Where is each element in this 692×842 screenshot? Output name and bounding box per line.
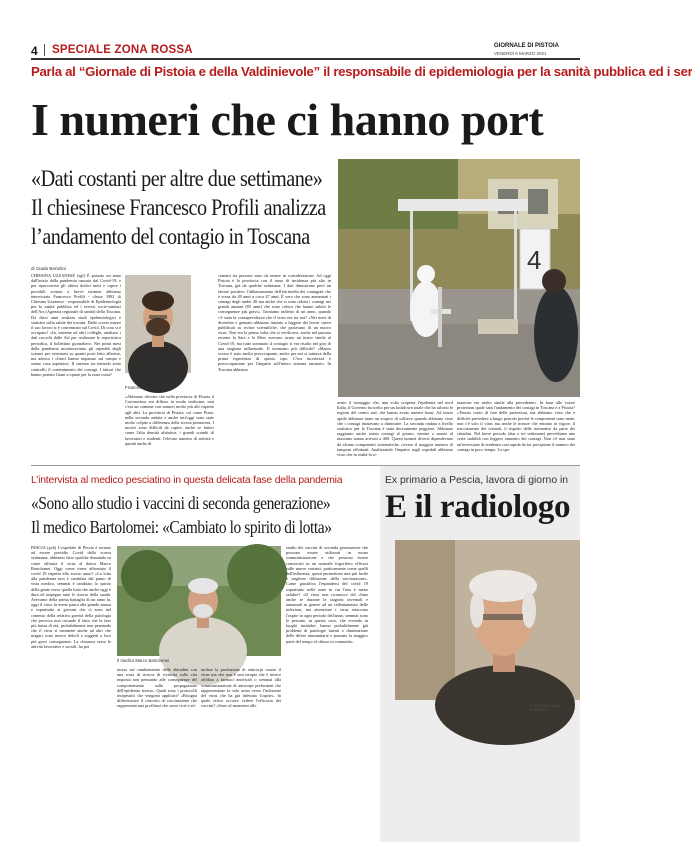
bottom-left-col-4: studio dei vaccini di seconda generazione che possono essere utilizzati in mono somministrazione e che possono essere conservati in un normale frigorifero efficaci sulle nuove varianti, praticamente come quelli dell'influenza; questi permettono una più facile e migliore diffusione della vaccinazione». Come giustifica l'espandersi del covid 19 soprattutto nelle zone in cui l'aria è meno salubre? «Il virus non riconosce del clima anche se durante le stagioni invernali e autunnali in genere ad un rallentamento delle infezioni, ma attenzione i virus attaccano l'ospite in ogni periodo dell'anno, semmai sono le persone, in questo caso, che vivendo in luoghi insalubri, hanno probabilmente già problemi di patologie latenti o diminuzione delle difese immunitarie e passano la maggior parte del tempo al chiuso in comunità». — [286, 545, 368, 644]
section-title: SPECIALE ZONA ROSSA — [52, 44, 193, 56]
bottom-right-kicker: Ex primario a Pescia, lavora di giorno in — [385, 475, 569, 486]
issue-date: VENERDÌ 6 MARZO 2021 — [494, 51, 547, 56]
top-body-col-4: avuto il vantaggio che, una volta scoperta l'epidemia nel nord Italia, il Governo ha scelto per un lockdown totale che ha salvato le regioni del centro sud, che hanno avuto numeri bassi. Ad inizio aprile abbiamo tirato un sospiro di sollievo quando abbiamo visto che i contagi iniziavano a diminuire. La seconda ondata a livello statistico per la Toscana è stata decisamente peggiore. Abbiamo raggiunto anche trenta contagi al giorno, mentre a marzo al massimo siamo arrivati a 400. Questi numeri diversi dipendevano da alcune componenti sistematiche, ovvero il maggior numero di tamponi effettuati. Analizzando l'impatto sugli ospedali abbiamo visto che in realtà la si- — [337, 400, 453, 458]
copyright-credit: © RIPRODUZIONE RISERVATA — [530, 704, 562, 712]
top-body-col-2: «Abbiamo rilevato che nella provincia di Pistoia il Coronavirus era diffuso in modo uniforme, non c'era un comune con numeri molto più alti rispetto agli altri. La provincia di Pistoia, col come Prato, nella seconda ondata e anche tutt'oggi sono state molto colpite a differenza della scorsa primavera. I motivi sono difficili da capire, anche se fattori come l'alta densità abitativa, i grandi scambi di lavoratori e studenti, l'elevato numero di attività e quindi anche di — [125, 394, 214, 446]
header-divider-small — [44, 44, 45, 56]
bottom-left-col-3: molare la produzione di anticorpi contro il virus ma che non è una terapia che è invece affidata a farmaci antivirali o semmai alla somministrazione di anticorpi preformati che rappresentano la sola arma verso l'infezione del virus che ha già infettato l'ospite». In quale ottica occorre vedere l'efficacia dei vaccini? «Sono al momento allo — [201, 667, 281, 709]
covid-test-site-photo — [338, 159, 580, 397]
top-headline: I numeri che ci hanno port — [31, 94, 544, 145]
paper-name: GIORNALE DI PISTOIA — [494, 43, 559, 49]
page-number: 4 — [31, 44, 38, 58]
profili-portrait — [125, 275, 191, 373]
byline — [31, 266, 66, 271]
top-body-col-3: contatti tra persone sono da tenere in considerazione. Ad oggi Pistoia è la provincia con il tasso di incidenza più alto in Toscana, già da qualche settimana. I dati dimostrano però un fattore positivo: l'abbassamento dell'età media dei contagiati che è scesa da 49 anni a circa 47 anni. È vero che sono aumentati i contagi degli under 20 ma anche che si sono ridotti i contagi nei grandi anziani (85 anni) che sono coloro che hanno subito le conseguenze più gravi». Torniamo indietro di un anno, quando c'è stata la consapevolezza che il virus era tra noi? «Nei mesi di dicembre e gennaio abbiamo iniziato a leggere dei lavori cinesi pubblicati su riviste scientifiche, che parlavano di un nuovo virus. Non era la prima volta che si verificava, anche nel passato recente la Sars e la Mers avevano avuto un inizio simile al Covid-19, ma tutto sommato il contagio si era risolto nel giro di una stagione influenzale. Il momento più difficile? «Marzo scorso è stato molto preoccupante, anche per noi si trattava della prima esperienza di questo tipo. C'era incertezza e preoccupazione per l'impatto sull'intero sistema sanitario. In Toscana abbiamo — [218, 273, 331, 372]
portrait-caption: Francesco Profili — [125, 385, 159, 390]
bartolomei-illustration — [117, 546, 281, 656]
bottom-left-title-1: «Sono allo studio i vaccini di seconda generazione» — [31, 493, 331, 513]
bottom-left-col-2: inciso sul cambiamento delle abitudini con una sorta di ricerca di rivincita sulla vita imposta non pensando alle conseguenze del comportamento sulla propagazione dell'epidemia stessa». Quali sono i protocolli terapeutici che vengono applicati? «Bisogna differenziare il concetto di vaccinazione che rappresenta una profilassi che serve cioè a sti- — [117, 667, 197, 709]
top-body-col-1: CHIESINA UZZANESE (sgl) È passato un anno dall'inizio della pandemia causata dal Covid-19, e per ripercorrere gli ultimi dodici mesi e capire i possibili scenari a breve termine abbiamo intervistato Francesco Profili - classe 1981 di Chiesina Uzzanese - responsabile di Epidemiologia per la sanità pubblica ed i servizi socio-sanitari dell'Ars (Agenzia regionale di sanità) della Toscana. Da dieci anni realizza studi epidemiologici e statistici sulla salute dei toscani. Dallo scorso marzo il suo lavoro si è concentrato sul Covid. Di cosa si è occupato? «In, insieme ad altri colleghi, analizzo i dati raccolti dalle Asl per realizzare le reportistica periodica, il bollettino giornaliero. Nei primi mesi della pandemia monitoravamo gli ospedali degli scenari per orientarsi su quanti posti letto allestire, ma adesso i clinici hanno imparato sul campo e sanno cosa aspettarsi. Il sistema sta tenendo sotto controllo il contenimento dei contagi. I fattori che hanno portato Giani a optare per la zona rossa? — [31, 273, 121, 377]
top-kicker: Parla al “Giornale di Pistoia e della Valdinievole” il responsabile di epidemiologia per la sanità pubblica ed i ser — [31, 64, 692, 79]
subtitle-line-1: «Dati costanti per altre due settimane» — [31, 166, 323, 192]
subtitle-line-3: l’andamento del contagio in Toscana — [31, 224, 310, 250]
bottom-left-col-1: PESCIA (pcb) L'ospedale di Pescia è tornato ad essere presidio Covid dalla scorsa settimana, abbiamo fatto qualche domanda su come affronta il virus al dottor Marco Bartolomei. Oggi come viene affrontato il covid 19 rispetto allo scorso anno? «La lotta alla pandemia non è cambiata dal punto di vista medico, semmai è cambiato lo spirito della gente verso quella lotta che anche oggi è dura ed impegna tutte le risorse della sanità. Avevamo della prima battaglia di un anno fa, oggi il virus fa meno paura alla grande massa e soprattutto ai giovani che ci sono nel contesto della relativa gravità della patologia che provoca non curando il fatto che la fase più bassa di età, probabilmente non pensando che il virus si trasmette anche ad altri che magari sono invece deboli e soggetti a loro più gravi conseguenze. La chiusura verso le attività lavorative e sociali, ha poi — [31, 545, 111, 649]
svg-text:4: 4 — [527, 245, 542, 275]
header-rule — [31, 58, 580, 60]
top-body-col-5: tuazione era molto simile alla precedente». In base alle vostre proiezioni quale sarà l'andamento dei contagi in Toscana e a Pistoia? «Tenuto conto di fare delle proiezioni, ma abbiamo visto che è difficile prevedere a lungo periodo perché le componenti sono tante: non c'è solo il virus ma anche le misure che entrano in vigore, il tracciamento dei contatti, il rispetto delle normative da parte dei cittadini. Nel breve periodo (due o tre settimane) prevediamo una certa stabilità con leggero aumento dei contagi. Non c'è mai stata un'inversione di tendenza così rapida da far precipitare il numero dei contagi in poco tempo. La spe- — [457, 400, 575, 452]
byline-text: di Giada Bertolini — [31, 266, 66, 271]
bartolomei-caption: Il medico Marco Bartolomei — [117, 658, 170, 663]
bottom-left-kicker: L’intervista al medico pesciatino in questa delicata fase della pandemia — [31, 475, 343, 486]
test-site-illustration — [338, 159, 580, 397]
radiologist-photo — [395, 540, 580, 700]
portrait-illustration — [125, 275, 191, 373]
bartolomei-photo — [117, 546, 281, 656]
bottom-right-headline: E il radiologo — [385, 489, 571, 525]
radiologist-illustration — [395, 540, 580, 700]
subtitle-line-2: Il chiesinese Francesco Profili analizza — [31, 195, 326, 221]
bottom-left-title-2: Il medico Bartolomei: «Cambiato lo spirito di lotta» — [31, 517, 332, 537]
